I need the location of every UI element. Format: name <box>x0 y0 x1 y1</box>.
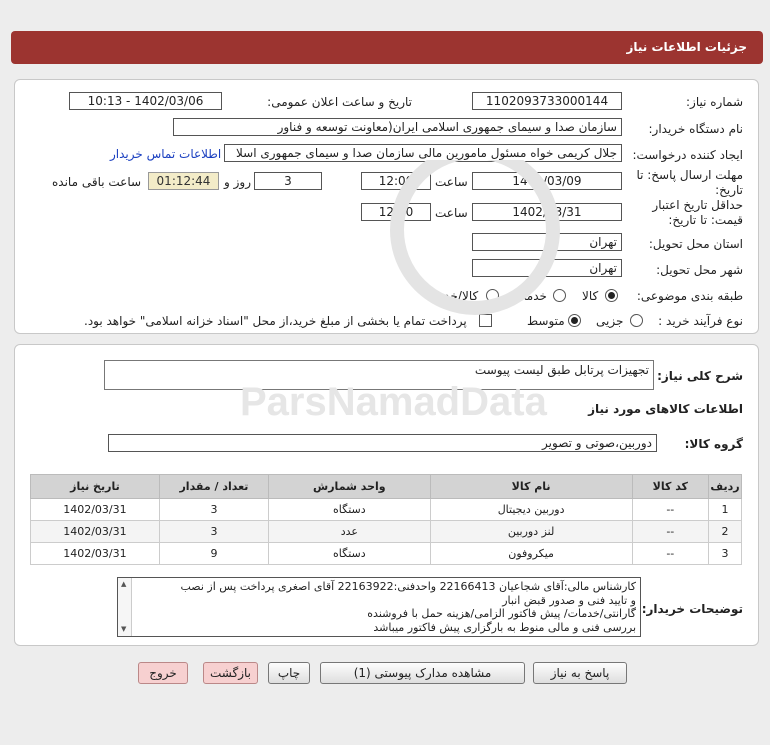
process-option-medium: متوسط <box>527 314 565 328</box>
cell-need-date: 1402/03/31 <box>31 521 160 543</box>
col-need-date: تاریخ نیاز <box>31 475 160 499</box>
buyer-notes-box[interactable] <box>117 577 641 637</box>
col-row-number: ردیف <box>709 475 742 499</box>
deadline-time-field: 12:00 <box>361 172 431 190</box>
watermark-brand: ParsNamadData <box>240 380 547 424</box>
buyer-org-field: سازمان صدا و سیمای جمهوری اسلامی ایران(معاونت توسعه و فناور <box>173 118 622 136</box>
process-label: نوع فرآیند خرید : <box>658 314 743 328</box>
announce-label: تاریخ و ساعت اعلان عمومی: <box>267 95 412 109</box>
cell-goods-name: میکروفون <box>430 543 632 565</box>
city-field: تهران <box>472 259 622 277</box>
category-radio-goods-service[interactable] <box>486 289 499 302</box>
category-label: طبقه بندی موضوعی: <box>636 289 743 303</box>
exit-button[interactable]: خروج <box>138 662 188 684</box>
page-header <box>11 31 763 64</box>
notes-scrollbar[interactable] <box>118 578 132 636</box>
print-button[interactable]: چاپ <box>268 662 310 684</box>
category-option-goods: کالا <box>582 289 599 303</box>
cell-row-number: 1 <box>709 499 742 521</box>
days-field: 3 <box>254 172 322 190</box>
cell-need-date: 1402/03/31 <box>31 499 160 521</box>
deadline-label: مهلت ارسال پاسخ: تا تاریخ: <box>636 168 743 197</box>
page-title: جزئیات اطلاعات نیاز <box>626 40 747 54</box>
province-label: استان محل تحویل: <box>648 237 743 251</box>
buyer-org-label: نام دستگاه خریدار: <box>648 122 743 136</box>
cell-row-number: 3 <box>709 543 742 565</box>
deadline-date-field: 1402/03/09 <box>472 172 622 190</box>
cell-goods-code: -- <box>632 543 708 565</box>
col-goods-name: نام کالا <box>430 475 632 499</box>
goods-info-title: اطلاعات کالاهای مورد نیاز <box>588 402 743 416</box>
col-unit: واحد شمارش <box>269 475 431 499</box>
category-radio-service[interactable] <box>553 289 566 302</box>
reply-button[interactable]: پاسخ به نیاز <box>533 662 627 684</box>
notes-line: و تایید فنی و صدور قبض انبار <box>502 593 636 607</box>
deadline-time-label: ساعت <box>435 175 468 189</box>
cell-goods-name: دوربین دیجیتال <box>430 499 632 521</box>
notes-line: بررسی فنی و مالی منوط به بارگزاری پیش فاکتور میباشد <box>373 620 636 634</box>
days-label: روز و <box>224 175 251 189</box>
summary-label: شرح کلی نیاز: <box>657 369 743 383</box>
notes-label: توضیحات خریدار: <box>641 602 743 616</box>
cell-need-date: 1402/03/31 <box>31 543 160 565</box>
remaining-label: ساعت باقی مانده <box>52 175 142 189</box>
goods-table <box>30 474 742 565</box>
province-field: تهران <box>472 233 622 251</box>
cell-goods-code: -- <box>632 521 708 543</box>
goods-table-header <box>31 475 742 499</box>
treasury-payment-checkbox[interactable] <box>479 314 492 327</box>
cell-unit: عدد <box>269 521 431 543</box>
cell-unit: دستگاه <box>269 499 431 521</box>
remaining-time-field: 01:12:44 <box>148 172 219 190</box>
cell-goods-code: -- <box>632 499 708 521</box>
announce-field: 1402/03/06 - 10:13 <box>69 92 222 110</box>
buyer-contact-link[interactable]: اطلاعات تماس خریدار <box>110 147 222 161</box>
process-option-minor: جزیی <box>596 314 624 328</box>
notes-line: کارشناس مالی:آقای شجاعیان 22166413 واحدفنی:22163922 آقای اصغری پرداخت پس از نصب <box>180 580 636 593</box>
requester-field: جلال کریمی خواه مسئول مامورین مالی سازمان صدا و سیمای جمهوری اسلا <box>224 144 622 162</box>
price-validity-time-field: 12:00 <box>361 203 431 221</box>
cell-unit: دستگاه <box>269 543 431 565</box>
need-number-field: 1102093733000144 <box>472 92 622 110</box>
notes-line: گارانتی/خدمات/ پیش فاکتور الزامی/هزینه حمل با فروشنده <box>367 607 636 620</box>
table-row <box>31 521 742 543</box>
view-attachments-button[interactable]: مشاهده مدارک پیوستی (1) <box>320 662 525 684</box>
goods-group-field: دوربین،صوتی و تصویر <box>108 434 657 452</box>
goods-group-label: گروه کالا: <box>684 437 743 451</box>
back-button[interactable]: بازگشت <box>203 662 258 684</box>
col-goods-code: کد کالا <box>632 475 708 499</box>
city-label: شهر محل تحویل: <box>656 263 743 277</box>
cell-quantity: 3 <box>159 499 268 521</box>
summary-field: تجهیزات پرتابل طبق لیست پیوست <box>104 360 654 390</box>
price-validity-date-field: 1402/03/31 <box>472 203 622 221</box>
category-option-goods-service: کالا/خدمت <box>426 289 479 303</box>
table-row <box>31 543 742 565</box>
category-option-service: خدمت <box>515 289 547 303</box>
treasury-payment-note: پرداخت تمام یا بخشی از مبلغ خرید،از محل "اسناد خزانه اسلامی" خواهد بود. <box>84 314 467 328</box>
cell-quantity: 9 <box>159 543 268 565</box>
requester-label: ایجاد کننده درخواست: <box>632 148 743 162</box>
process-radio-medium[interactable] <box>568 314 581 327</box>
table-row <box>31 499 742 521</box>
category-radio-goods[interactable] <box>605 289 618 302</box>
price-validity-time-label: ساعت <box>435 206 468 220</box>
cell-row-number: 2 <box>709 521 742 543</box>
need-number-label: شماره نیاز: <box>686 95 743 109</box>
process-radio-minor[interactable] <box>630 314 643 327</box>
price-validity-label: حداقل تاریخ اعتبار قیمت: تا تاریخ: <box>652 198 743 227</box>
col-quantity: تعداد / مقدار <box>159 475 268 499</box>
cell-quantity: 3 <box>159 521 268 543</box>
cell-goods-name: لنز دوربین <box>430 521 632 543</box>
